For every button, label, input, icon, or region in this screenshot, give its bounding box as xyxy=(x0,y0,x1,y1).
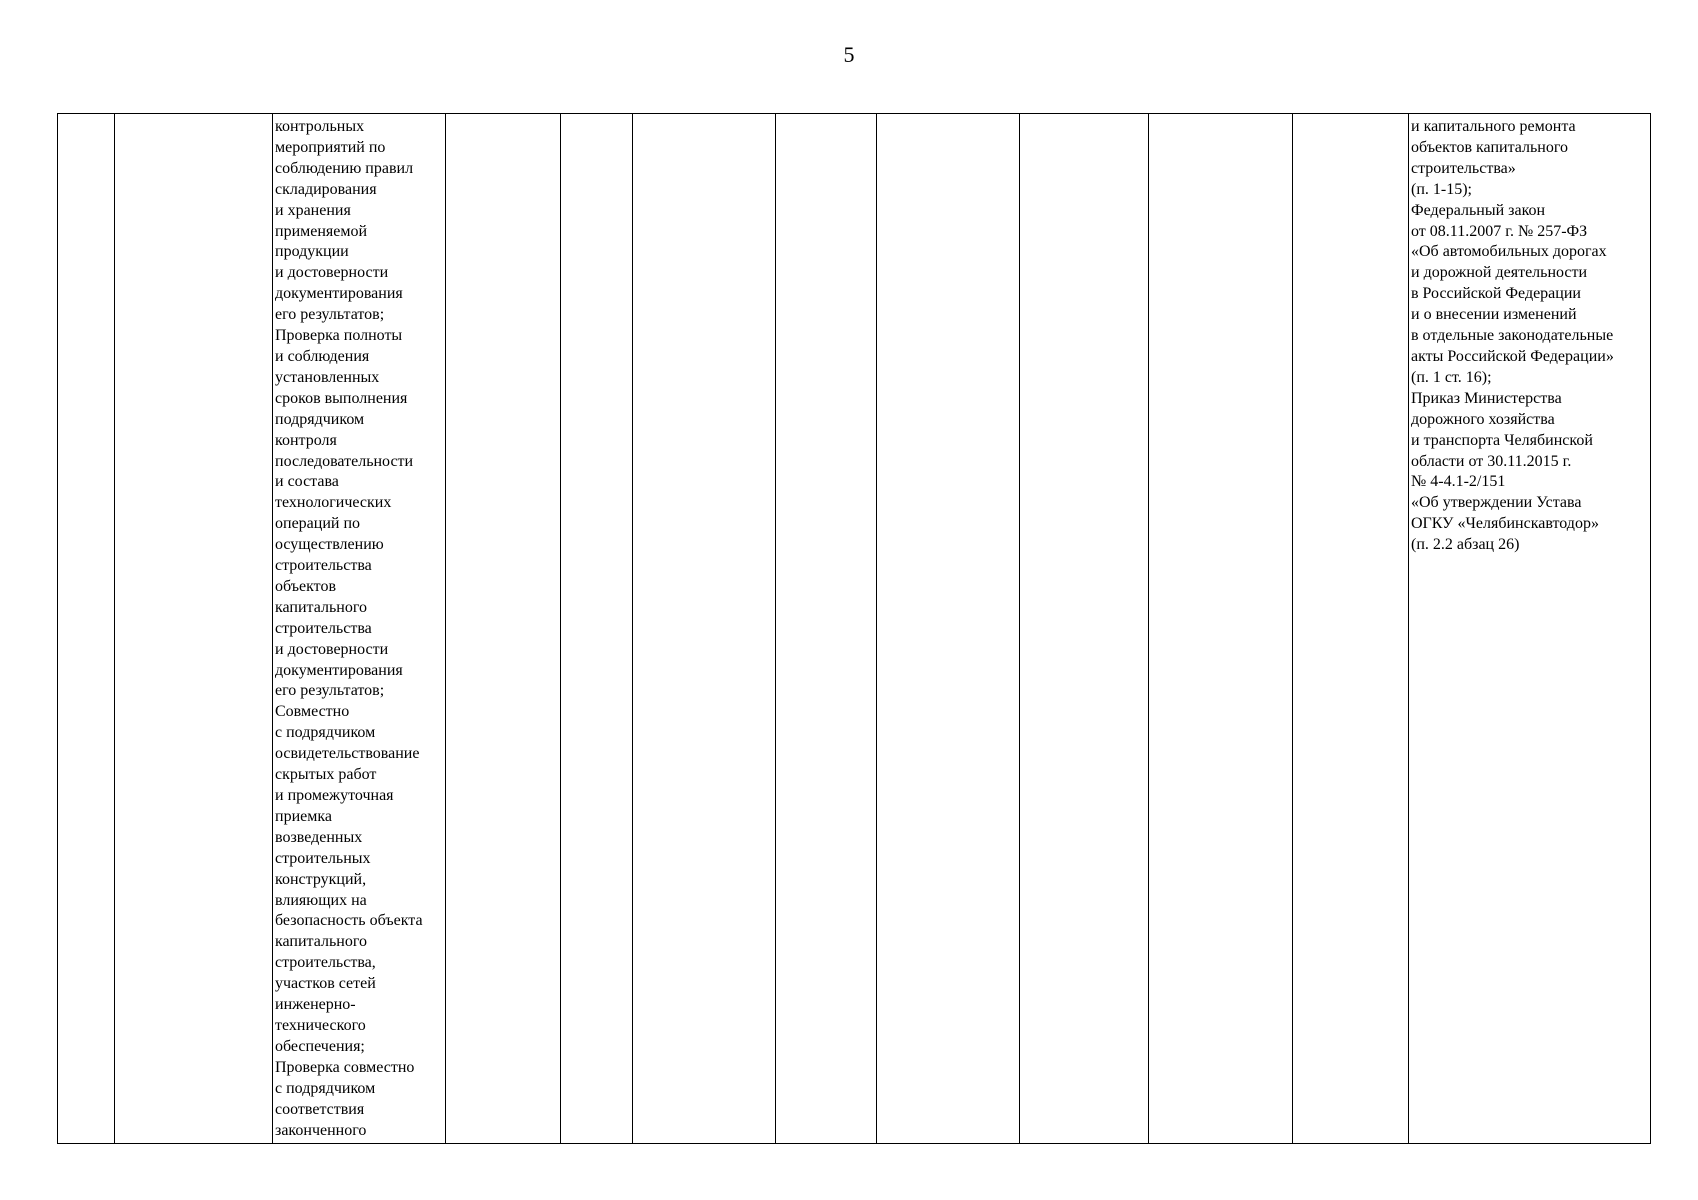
table-cell-col4 xyxy=(446,114,561,1144)
page-number: 5 xyxy=(843,42,855,67)
table-cell-col3 xyxy=(273,114,446,1144)
table-cell-col11 xyxy=(1293,114,1409,1144)
table-cell-col6 xyxy=(633,114,776,1144)
table-cell-col8 xyxy=(877,114,1020,1144)
table-cell-col2 xyxy=(115,114,273,1144)
cell-col3-text: контрольных мероприятий по соблюдению правил складирования и хранения применяемой продукции и достоверности документирования его результатов; Проверка полноты и соблюдения установленных сроков выполнения подрядчиком контроля последовательности и состава технологических операций по осуществлению строительства объектов капитального строительства и достоверности документирования его результатов; Совместно с подрядчиком освидетельствование скрытых работ и промежуточная приемка возведенных строительных конструкций, влияющих на безопасность объекта капитального строительства, участков сетей инженерно- технического обеспечения; Проверка совместно с подрядчиком соответствия законченного xyxy=(275,118,423,1139)
table-cell-col5 xyxy=(561,114,633,1144)
document-table xyxy=(57,113,1651,1144)
table-cell-col7 xyxy=(776,114,877,1144)
table-cell-col9 xyxy=(1020,114,1149,1144)
table-cell-col1 xyxy=(58,114,115,1144)
table-cell-col12 xyxy=(1409,114,1651,1144)
table-row xyxy=(58,114,1651,1144)
table-cell-col10 xyxy=(1149,114,1293,1144)
cell-col13-text: и капитального ремонта объектов капитального строительства» (п. 1-15); Федеральный закон от 08.11.2007 г. № 257-ФЗ «Об автомобильных дорогах и дорожной деятельности в Российской Федерации и о внесении изменений в отдельные законодательные акты Российской Федерации» (п. 1 ст. 16); Приказ Министерства дорожного хозяйства и транспорта Челябинской области от 30.11.2015 г. № 4-4.1-2/151 «Об утверждении Устава ОГКУ «Челябинскавтодор» (п. 2.2 абзац 26) xyxy=(1411,118,1614,554)
